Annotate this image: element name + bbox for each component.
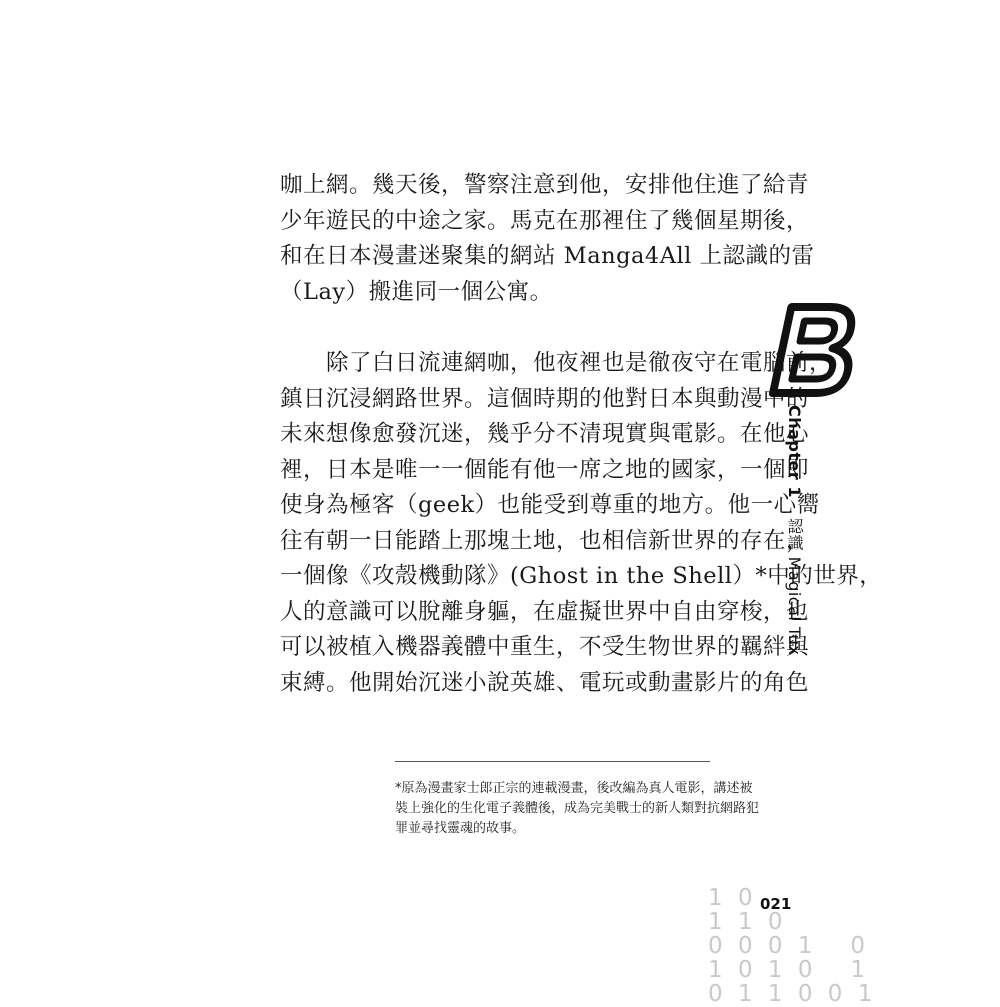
text-line: 束縛。他開始沉迷小說英雄、電玩或動畫影片的角色 <box>280 669 810 696</box>
text-line: 咖上網。幾天後，警察注意到他，安排他住進了給青 <box>280 172 810 198</box>
body-paragraph <box>280 168 815 310</box>
text-line: 裡，日本是唯一一個能有他一席之地的國家，一個即 <box>280 456 810 483</box>
text-line: 未來想像愈發沉迷，幾乎分不清現實與電影。在他心 <box>280 421 810 447</box>
page-number: 021 <box>760 895 792 913</box>
chapter-letter: B <box>760 285 761 286</box>
binary-row: 0 0 0 1 0 <box>708 933 870 959</box>
text-line: 人的意識可以脫離身軀，在虛擬世界中自由穿梭，也 <box>280 598 810 625</box>
chapter-title: 認識 Magical Tux <box>785 517 804 655</box>
text-line: 一個像《攻殼機動隊》(Ghost in the Shell）*中的世界， <box>280 563 883 589</box>
text-line: 除了白日流連網咖，他夜裡也是徹夜守在電腦前， <box>280 350 833 376</box>
binary-row: 1 0 1 0 1 <box>708 957 870 983</box>
text-line: 使身為極客（geek）也能受到尊重的地方。他一心嚮 <box>280 492 820 518</box>
binary-row: 1 1 0 <box>708 909 787 935</box>
footnote-line: *原為漫畫家士郎正宗的連載漫畫，後改編為真人電影，講述被 <box>395 781 753 796</box>
footnote-divider <box>395 761 710 762</box>
text-line: 少年遊民的中途之家。馬克在那裡住了幾個星期後， <box>280 207 810 234</box>
chapter-label: Chapter 1 <box>785 405 804 498</box>
footnote <box>395 779 760 839</box>
binary-row: 0 1 1 0 0 1 <box>708 981 877 1007</box>
text-line: （Lay）搬進同一個公寓。 <box>280 278 553 305</box>
chapter-heading <box>783 405 806 655</box>
footnote-line: 罪並尋找靈魂的故事。 <box>395 821 526 836</box>
text-line: 往有朝一日能踏上那塊土地，也相信新世界的存在， <box>280 527 810 554</box>
binary-row: 1 0 <box>708 885 757 911</box>
text-line: 鎮日沉浸網路世界。這個時期的他對日本與動漫中的 <box>280 385 810 412</box>
text-line: 和在日本漫畫迷聚集的網站 Manga4All 上認識的雷 <box>280 243 815 269</box>
footnote-line: 裝上強化的生化電子義體後，成為完美戰士的新人類對抗網路犯 <box>395 801 760 816</box>
text-line: 可以被植入機器義體中重生，不受生物世界的羈絆與 <box>280 634 810 660</box>
chapter-letter-mark <box>760 285 860 405</box>
